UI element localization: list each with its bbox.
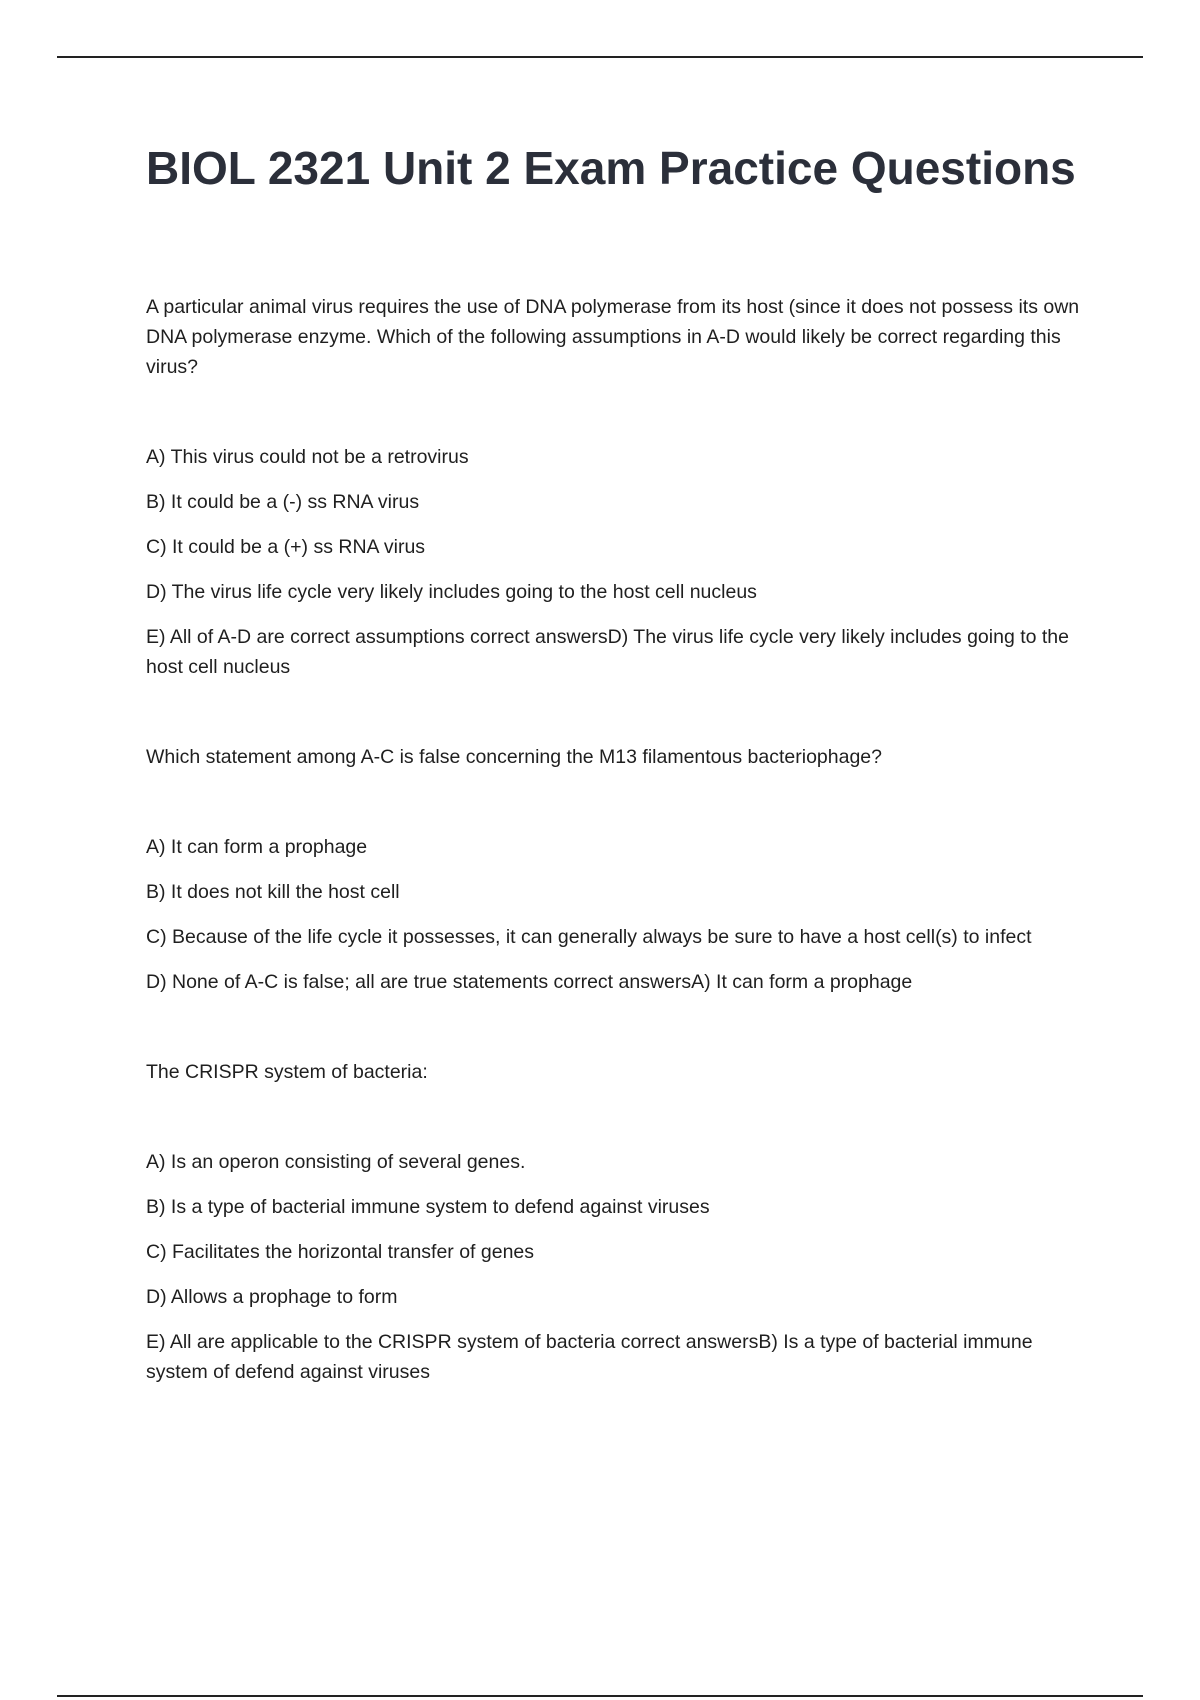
question-prompt: Which statement among A-C is false concerning the M13 filamentous bacteriophage? — [146, 746, 882, 768]
answer-option: D) Allows a prophage to form — [146, 1286, 398, 1308]
answer-options — [146, 442, 1086, 682]
answer-option: D) The virus life cycle very likely includes going to the host cell nucleus — [146, 581, 757, 603]
question-1 — [146, 292, 1086, 682]
answer-option: A) It can form a prophage — [146, 836, 368, 858]
answer-option: B) Is a type of bacterial immune system to defend against viruses — [146, 1196, 710, 1218]
document-content — [146, 140, 1086, 1387]
answer-option: B) It could be a (-) ss RNA virus — [146, 491, 420, 513]
question-2 — [146, 742, 1086, 997]
answer-option: A) Is an operon consisting of several genes. — [146, 1151, 526, 1173]
question-prompt: A particular animal virus requires the use of DNA polymerase from its host (since it does not possess its own DNA polymerase enzyme. Which of the following assumptions in A-D would likely be correct regarding this virus? — [146, 296, 1080, 378]
question-3 — [146, 1057, 1086, 1387]
answer-options — [146, 832, 1086, 997]
page-title: BIOL 2321 Unit 2 Exam Practice Questions — [146, 142, 1076, 194]
answer-option: D) None of A-C is false; all are true statements correct answersA) It can form a prophage — [146, 971, 913, 993]
top-divider — [57, 56, 1143, 58]
answer-option: C) It could be a (+) ss RNA virus — [146, 536, 426, 558]
answer-option: C) Facilitates the horizontal transfer of genes — [146, 1241, 535, 1263]
answer-options — [146, 1147, 1086, 1387]
answer-option: E) All are applicable to the CRISPR system of bacteria correct answersB) Is a type of bacterial immune system of defend against viruses — [146, 1331, 1033, 1383]
answer-option: B) It does not kill the host cell — [146, 881, 400, 903]
answer-option: C) Because of the life cycle it possesses, it can generally always be sure to have a host cell(s) to infect — [146, 926, 1032, 948]
answer-option: E) All of A-D are correct assumptions correct answersD) The virus life cycle very likely includes going to the host cell nucleus — [146, 626, 1069, 678]
answer-option: A) This virus could not be a retrovirus — [146, 446, 469, 468]
bottom-divider — [57, 1695, 1143, 1697]
question-prompt: The CRISPR system of bacteria: — [146, 1061, 428, 1083]
